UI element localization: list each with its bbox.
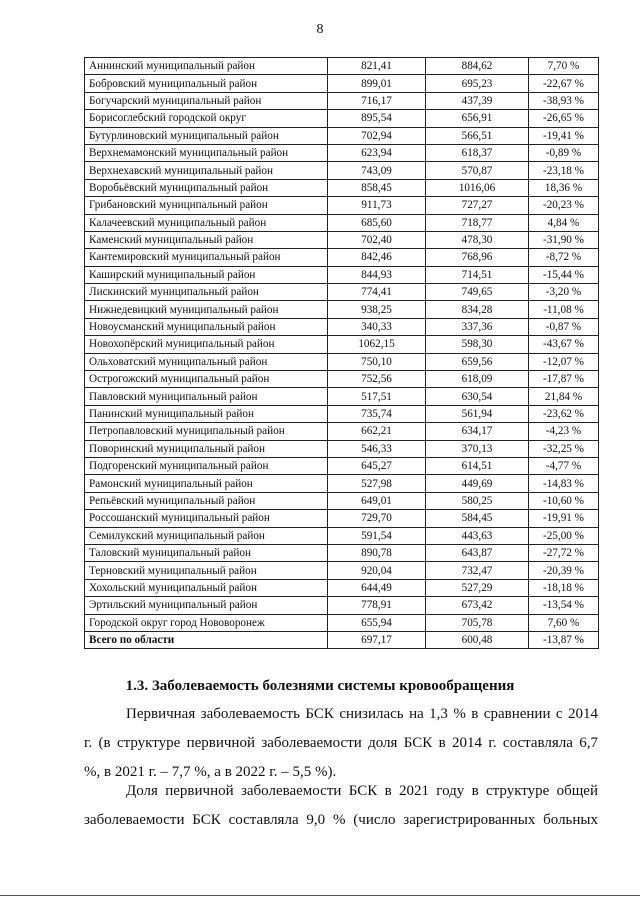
change-percent-cell: -19,91 % <box>529 510 599 527</box>
page-number: 8 <box>316 22 324 37</box>
table-row <box>85 318 599 335</box>
footer-divider <box>0 895 640 896</box>
value-2022-cell: 437,39 <box>426 92 529 109</box>
value-2021-cell: 702,94 <box>328 127 426 144</box>
change-percent-cell: -11,08 % <box>529 301 599 318</box>
change-percent-cell: -13,54 % <box>529 597 599 614</box>
value-2022-cell: 656,91 <box>426 110 529 127</box>
value-2021-cell: 729,70 <box>328 510 426 527</box>
change-percent-cell: -0,87 % <box>529 318 599 335</box>
value-2021-cell: 1062,15 <box>328 336 426 353</box>
table-row <box>85 405 599 422</box>
table-row <box>85 423 599 440</box>
district-name-cell: Калачеевский муниципальный район <box>85 214 328 231</box>
value-2022-cell: 584,45 <box>426 510 529 527</box>
value-2021-cell: 716,17 <box>328 92 426 109</box>
table-row <box>85 284 599 301</box>
value-2021-cell: 844,93 <box>328 266 426 283</box>
table-row <box>85 440 599 457</box>
value-2022-cell: 449,69 <box>426 475 529 492</box>
change-percent-cell: -20,23 % <box>529 197 599 214</box>
district-name-cell: Бутурлиновский муниципальный район <box>85 127 328 144</box>
district-name-cell: Таловский муниципальный район <box>85 544 328 561</box>
table-row <box>85 492 599 509</box>
district-name-cell: Каменский муниципальный район <box>85 231 328 248</box>
paragraph-line: Первичная заболеваемость БСК снизилась на 1,3 % в сравнении с 2014 <box>126 706 598 722</box>
change-percent-cell: -27,72 % <box>529 544 599 561</box>
value-2021-cell: 662,21 <box>328 423 426 440</box>
district-name-cell: Верхнехавский муниципальный район <box>85 162 328 179</box>
value-2021-cell: 774,41 <box>328 284 426 301</box>
change-percent-cell: -8,72 % <box>529 249 599 266</box>
value-2022-cell: 570,87 <box>426 162 529 179</box>
district-name-cell: Россошанский муниципальный район <box>85 510 328 527</box>
value-2021-cell: 655,94 <box>328 614 426 631</box>
value-2022-cell: 718,77 <box>426 214 529 231</box>
district-name-cell: Новохопёрский муниципальный район <box>85 336 328 353</box>
table-row <box>85 475 599 492</box>
value-2022-cell: 714,51 <box>426 266 529 283</box>
incidence-table <box>84 57 599 649</box>
table-row <box>85 214 599 231</box>
district-name-cell: Воробьёвский муниципальный район <box>85 179 328 196</box>
value-2022-cell: 695,23 <box>426 75 529 92</box>
change-percent-cell: -13,87 % <box>529 631 599 648</box>
change-percent-cell: 7,70 % <box>529 58 599 75</box>
value-2021-cell: 890,78 <box>328 544 426 561</box>
district-name-cell: Подгоренский муниципальный район <box>85 457 328 474</box>
value-2021-cell: 340,33 <box>328 318 426 335</box>
value-2021-cell: 899,01 <box>328 75 426 92</box>
value-2021-cell: 858,45 <box>328 179 426 196</box>
district-name-cell: Грибановский муниципальный район <box>85 197 328 214</box>
table-row <box>85 249 599 266</box>
value-2021-cell: 842,46 <box>328 249 426 266</box>
table-row <box>85 353 599 370</box>
value-2022-cell: 673,42 <box>426 597 529 614</box>
district-name-cell: Острогожский муниципальный район <box>85 371 328 388</box>
value-2021-cell: 895,54 <box>328 110 426 127</box>
value-2021-cell: 750,10 <box>328 353 426 370</box>
table-row <box>85 579 599 596</box>
value-2022-cell: 768,96 <box>426 249 529 266</box>
district-name-cell: Поворинский муниципальный район <box>85 440 328 457</box>
district-name-cell: Репьёвский муниципальный район <box>85 492 328 509</box>
table-row <box>85 162 599 179</box>
change-percent-cell: -20,39 % <box>529 562 599 579</box>
change-percent-cell: -10,60 % <box>529 492 599 509</box>
district-name-cell: Аннинский муниципальный район <box>85 58 328 75</box>
table-row <box>85 597 599 614</box>
change-percent-cell: -3,20 % <box>529 284 599 301</box>
change-percent-cell: -43,67 % <box>529 336 599 353</box>
paragraph-share-incidence <box>84 777 598 835</box>
value-2021-cell: 645,27 <box>328 457 426 474</box>
value-2022-cell: 634,17 <box>426 423 529 440</box>
value-2022-cell: 443,63 <box>426 527 529 544</box>
district-name-cell: Всего по области <box>85 631 328 648</box>
table-row <box>85 510 599 527</box>
table-row <box>85 110 599 127</box>
table-row <box>85 266 599 283</box>
value-2021-cell: 702,40 <box>328 231 426 248</box>
district-name-cell: Городской округ город Нововоронеж <box>85 614 328 631</box>
table-row <box>85 179 599 196</box>
district-name-cell: Каширский муниципальный район <box>85 266 328 283</box>
value-2022-cell: 337,36 <box>426 318 529 335</box>
value-2022-cell: 749,65 <box>426 284 529 301</box>
district-name-cell: Терновский муниципальный район <box>85 562 328 579</box>
change-percent-cell: -32,25 % <box>529 440 599 457</box>
table-row <box>85 371 599 388</box>
district-name-cell: Кантемировский муниципальный район <box>85 249 328 266</box>
table-total-row <box>85 631 599 648</box>
value-2021-cell: 697,17 <box>328 631 426 648</box>
value-2022-cell: 600,48 <box>426 631 529 648</box>
table-row <box>85 457 599 474</box>
value-2022-cell: 566,51 <box>426 127 529 144</box>
value-2022-cell: 527,29 <box>426 579 529 596</box>
table-row <box>85 58 599 75</box>
table-row <box>85 75 599 92</box>
table-row <box>85 92 599 109</box>
value-2022-cell: 478,30 <box>426 231 529 248</box>
change-percent-cell: -17,87 % <box>529 371 599 388</box>
value-2021-cell: 821,41 <box>328 58 426 75</box>
paragraph-line: г. (в структуре первичной заболеваемости доля БСК в 2014 г. составляла 6,7 <box>84 735 598 751</box>
value-2022-cell: 561,94 <box>426 405 529 422</box>
district-name-cell: Верхнемамонский муниципальный район <box>85 144 328 161</box>
table-row <box>85 197 599 214</box>
change-percent-cell: -23,18 % <box>529 162 599 179</box>
change-percent-cell: 7,60 % <box>529 614 599 631</box>
value-2022-cell: 1016,06 <box>426 179 529 196</box>
district-name-cell: Хохольский муниципальный район <box>85 579 328 596</box>
value-2022-cell: 598,30 <box>426 336 529 353</box>
value-2021-cell: 685,60 <box>328 214 426 231</box>
district-name-cell: Бобровский муниципальный район <box>85 75 328 92</box>
table-row <box>85 527 599 544</box>
change-percent-cell: -18,18 % <box>529 579 599 596</box>
table-row <box>85 301 599 318</box>
district-name-cell: Борисоглебский городской округ <box>85 110 328 127</box>
district-name-cell: Новоусманский муниципальный район <box>85 318 328 335</box>
paragraph-primary-incidence <box>84 700 598 787</box>
change-percent-cell: -22,67 % <box>529 75 599 92</box>
value-2022-cell: 614,51 <box>426 457 529 474</box>
change-percent-cell: -23,62 % <box>529 405 599 422</box>
district-name-cell: Богучарский муниципальный район <box>85 92 328 109</box>
value-2022-cell: 370,13 <box>426 440 529 457</box>
paragraph-line: заболеваемости БСК составляла 9,0 % (число зарегистрированных больных <box>84 812 598 828</box>
section-heading: 1.3. Заболеваемость болезнями системы кровообращения <box>125 678 515 694</box>
value-2022-cell: 643,87 <box>426 544 529 561</box>
change-percent-cell: 21,84 % <box>529 388 599 405</box>
district-name-cell: Петропавловский муниципальный район <box>85 423 328 440</box>
change-percent-cell: -15,44 % <box>529 266 599 283</box>
value-2021-cell: 527,98 <box>328 475 426 492</box>
change-percent-cell: -4,77 % <box>529 457 599 474</box>
change-percent-cell: -31,90 % <box>529 231 599 248</box>
value-2022-cell: 732,47 <box>426 562 529 579</box>
change-percent-cell: -38,93 % <box>529 92 599 109</box>
value-2021-cell: 735,74 <box>328 405 426 422</box>
table-body <box>85 58 599 649</box>
change-percent-cell: 18,36 % <box>529 179 599 196</box>
value-2021-cell: 644,49 <box>328 579 426 596</box>
value-2021-cell: 938,25 <box>328 301 426 318</box>
value-2021-cell: 546,33 <box>328 440 426 457</box>
table-row <box>85 562 599 579</box>
table-row <box>85 544 599 561</box>
value-2021-cell: 591,54 <box>328 527 426 544</box>
value-2021-cell: 623,94 <box>328 144 426 161</box>
value-2021-cell: 649,01 <box>328 492 426 509</box>
value-2022-cell: 630,54 <box>426 388 529 405</box>
district-name-cell: Рамонский муниципальный район <box>85 475 328 492</box>
table-row <box>85 614 599 631</box>
district-name-cell: Панинский муниципальный район <box>85 405 328 422</box>
value-2022-cell: 618,09 <box>426 371 529 388</box>
table-row <box>85 231 599 248</box>
table-row <box>85 144 599 161</box>
value-2022-cell: 884,62 <box>426 58 529 75</box>
table-row <box>85 388 599 405</box>
value-2022-cell: 659,56 <box>426 353 529 370</box>
value-2021-cell: 920,04 <box>328 562 426 579</box>
change-percent-cell: -4,23 % <box>529 423 599 440</box>
table-row <box>85 127 599 144</box>
district-name-cell: Нижнедевицкий муниципальный район <box>85 301 328 318</box>
district-name-cell: Ольховатский муниципальный район <box>85 353 328 370</box>
value-2021-cell: 517,51 <box>328 388 426 405</box>
change-percent-cell: -19,41 % <box>529 127 599 144</box>
table-row <box>85 336 599 353</box>
value-2021-cell: 911,73 <box>328 197 426 214</box>
value-2022-cell: 580,25 <box>426 492 529 509</box>
value-2021-cell: 743,09 <box>328 162 426 179</box>
change-percent-cell: -14,83 % <box>529 475 599 492</box>
change-percent-cell: 4,84 % <box>529 214 599 231</box>
value-2022-cell: 618,37 <box>426 144 529 161</box>
value-2022-cell: 727,27 <box>426 197 529 214</box>
change-percent-cell: -25,00 % <box>529 527 599 544</box>
change-percent-cell: -26,65 % <box>529 110 599 127</box>
value-2022-cell: 705,78 <box>426 614 529 631</box>
district-name-cell: Семилукский муниципальный район <box>85 527 328 544</box>
paragraph-line: Доля первичной заболеваемости БСК в 2021 году в структуре общей <box>126 783 598 799</box>
change-percent-cell: -0,89 % <box>529 144 599 161</box>
value-2021-cell: 752,56 <box>328 371 426 388</box>
district-name-cell: Лискинский муниципальный район <box>85 284 328 301</box>
paragraph-line: %, в 2021 г. – 7,7 %, а в 2022 г. – 5,5 %). <box>84 764 337 780</box>
change-percent-cell: -12,07 % <box>529 353 599 370</box>
value-2021-cell: 778,91 <box>328 597 426 614</box>
value-2022-cell: 834,28 <box>426 301 529 318</box>
district-name-cell: Павловский муниципальный район <box>85 388 328 405</box>
district-name-cell: Эртильский муниципальный район <box>85 597 328 614</box>
